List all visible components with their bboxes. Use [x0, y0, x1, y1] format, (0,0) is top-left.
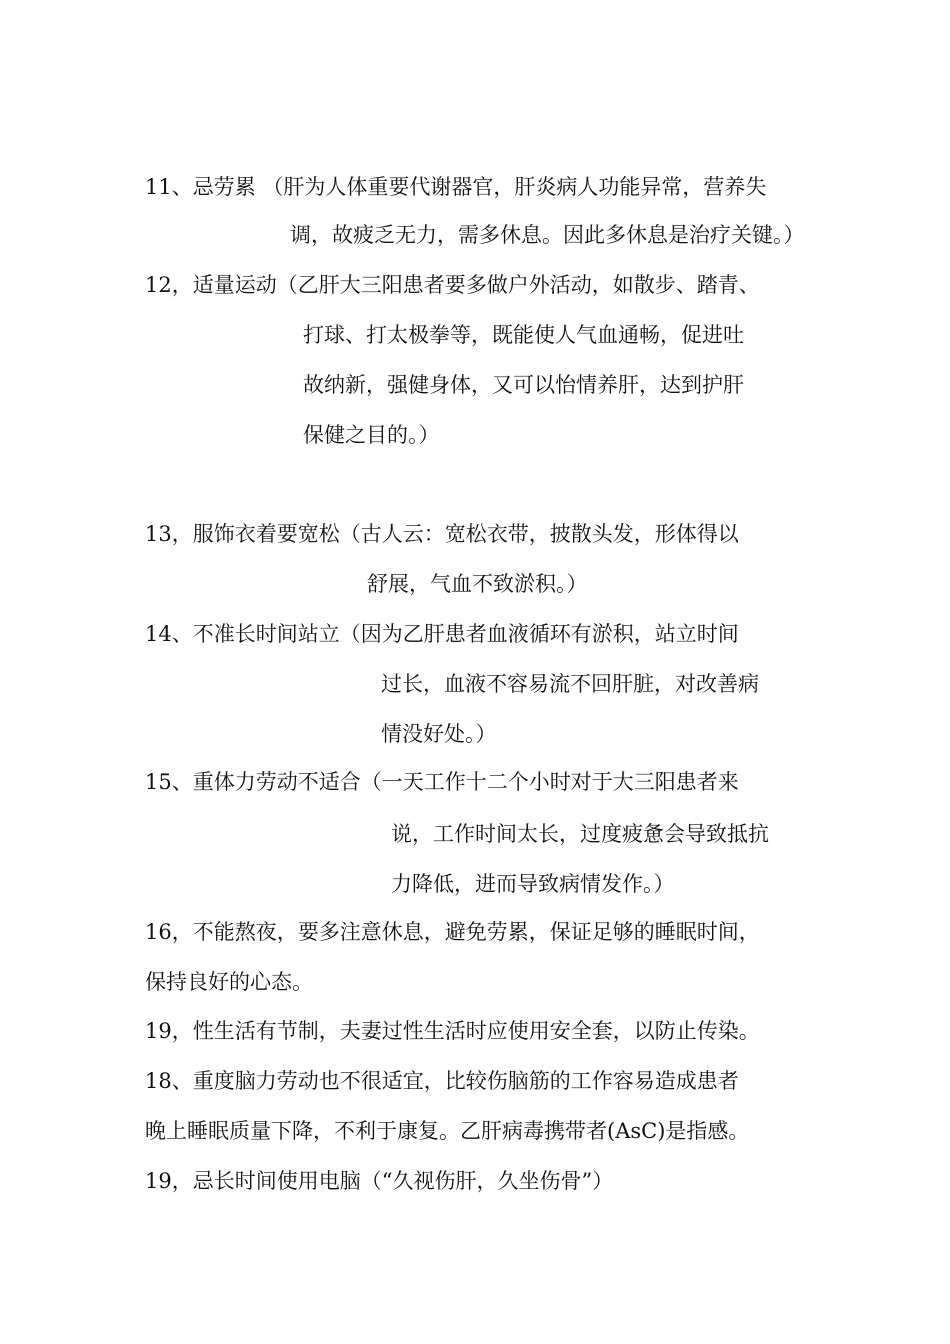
- item-15-line-2: 说，工作时间太长，过度疲惫会导致抵抗: [391, 822, 769, 846]
- item-18-line-1: 18、重度脑力劳动也不很适宜，比较伤脑筋的工作容易造成患者: [145, 1069, 739, 1093]
- item-14-line-1: 14、不准长时间站立（因为乙肝患者血液循环有淤积，站立时间: [145, 622, 739, 646]
- item-16-line-2: 保持良好的心态。: [145, 970, 313, 994]
- item-13-line-1: 13，服饰衣着要宽松（古人云：宽松衣带，披散头发，形体得以: [145, 522, 739, 546]
- item-12-line-2: 打球、打太极拳等，既能使人气血通畅，促进吐: [303, 323, 744, 347]
- item-12-line-3: 故纳新，强健身体，又可以怡情养肝，达到护肝: [303, 373, 744, 397]
- item-15-line-1: 15、重体力劳动不适合（一天工作十二个小时对于大三阳患者来: [145, 770, 739, 794]
- item-18-line-2: 晚上睡眠质量下降，不利于康复。乙肝病毒携带者(AsC)是指感。: [145, 1119, 750, 1143]
- item-16-line-1: 16，不能熬夜，要多注意休息，避免劳累，保证足够的睡眠时间，: [145, 920, 760, 944]
- item-12-line-1: 12，适量运动（乙肝大三阳患者要多做户外活动，如散步、踏青、: [145, 273, 760, 297]
- item-14-line-2: 过长，血液不容易流不回肝脏，对改善病: [381, 672, 759, 696]
- item-15-line-3: 力降低，进而导致病情发作。）: [391, 872, 675, 896]
- item-12-line-4: 保健之目的。）: [303, 423, 440, 447]
- item-11-line-1: 11、忌劳累 （肝为人体重要代谢器官，肝炎病人功能异常，营养失: [145, 175, 767, 199]
- item-19b-line-1: 19，忌长时间使用电脑（“久视伤肝，久坐伤骨”）: [145, 1169, 614, 1193]
- item-14-line-3: 情没好处。）: [381, 722, 497, 746]
- item-11-line-2: 调，故疲乏无力，需多休息。因此多休息是治疗关键。）: [290, 223, 805, 247]
- item-19a-line-1: 19，性生活有节制，夫妻过性生活时应使用安全套，以防止传染。: [145, 1019, 760, 1043]
- item-13-line-2: 舒展，气血不致淤积。）: [367, 572, 588, 596]
